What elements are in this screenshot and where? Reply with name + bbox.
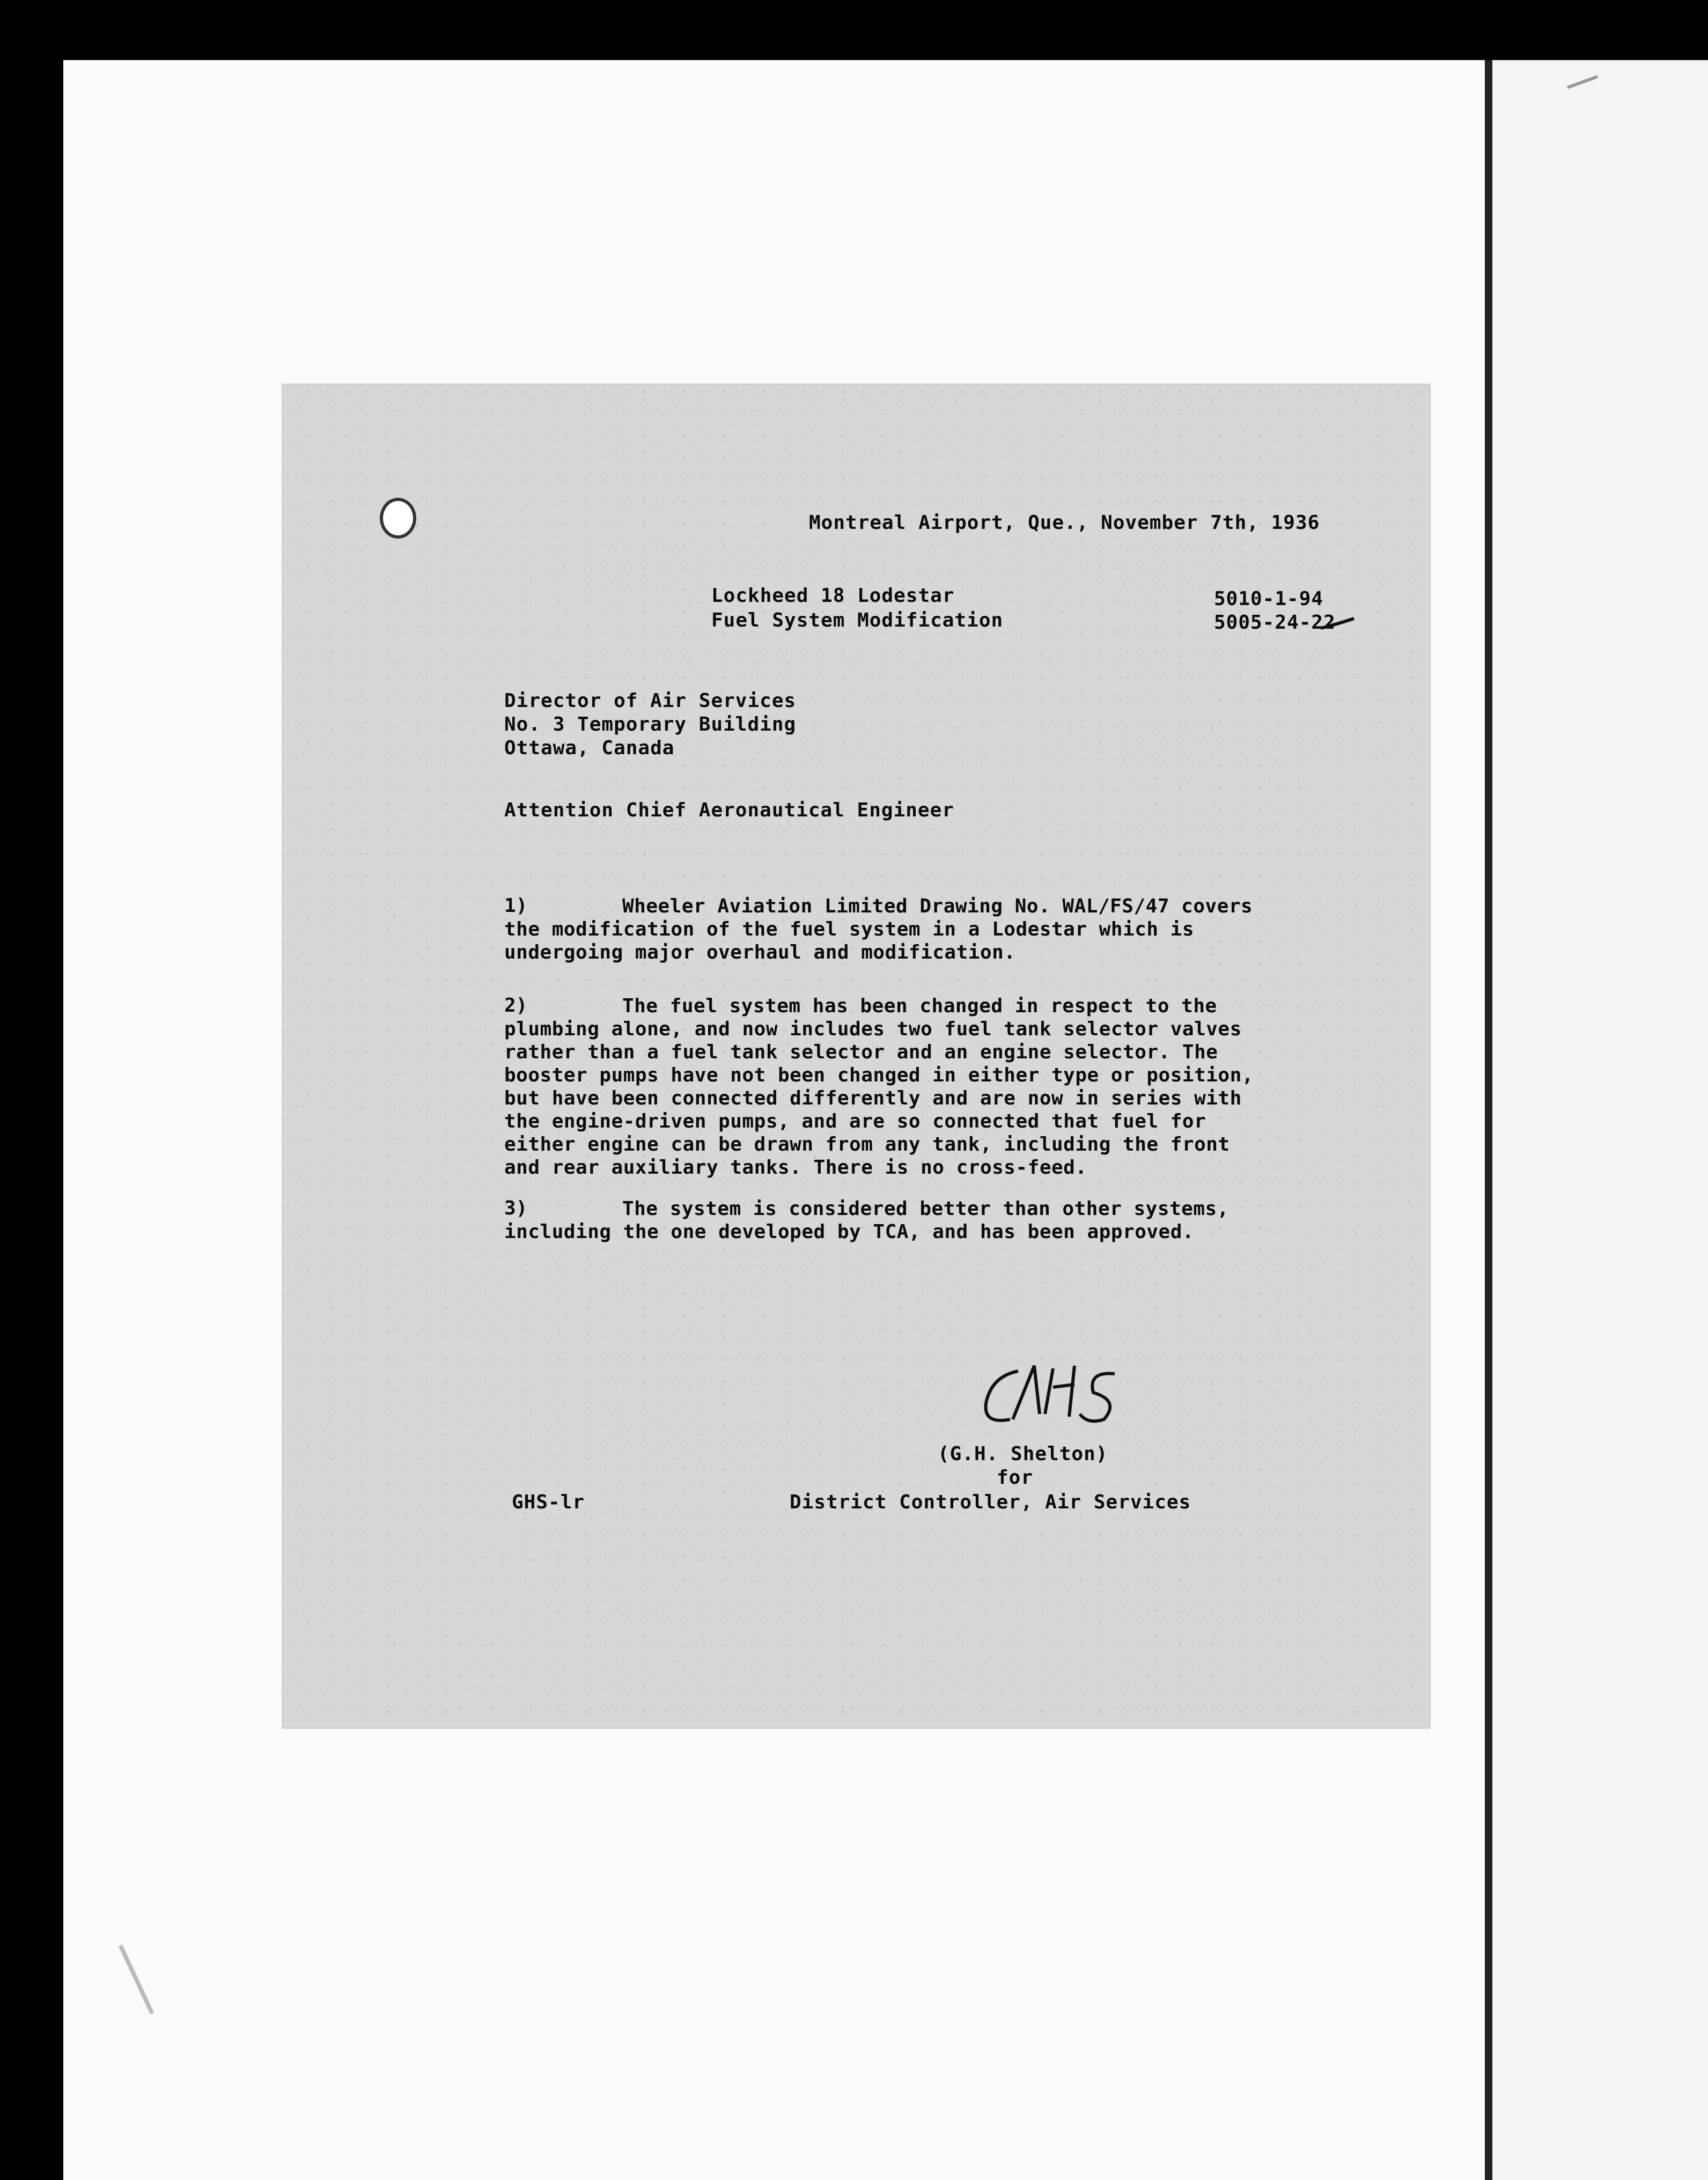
check-mark-icon	[1319, 613, 1356, 635]
subject-line-1: Lockheed 18 Lodestar	[711, 585, 955, 607]
paragraph-number: 3)	[504, 1197, 528, 1219]
paragraph-text: The system is considered better than other systems, including the one developed by TCA, and has been approved.	[504, 1198, 1229, 1243]
recipient-line-1: Director of Air Services	[504, 690, 797, 712]
punch-hole	[380, 498, 416, 539]
dateline: Montreal Airport, Que., November 7th, 1936	[809, 512, 1320, 534]
attention-line: Attention Chief Aeronautical Engineer	[504, 799, 954, 821]
subject-line-2: Fuel System Modification	[711, 609, 1004, 631]
mount-fold-line	[1485, 60, 1492, 2180]
paragraph-number: 1)	[504, 895, 528, 917]
file-reference-2: 5005-24-22	[1214, 612, 1336, 634]
mount-edge	[1492, 60, 1708, 2180]
signature-initials	[959, 1355, 1131, 1441]
signatory-name: (G.H. Shelton)	[938, 1443, 1108, 1465]
paragraph-text: The fuel system has been changed in respect to the plumbing alone, and now includes two fuel tank selector valves rather than a fuel tank selector and an engine selector. The booster pumps have not been changed in either type or position, but have been connected differently and are now in series with the engine-driven pumps, and are so connected that fuel for either engine can be drawn from any tank, including the front and rear auxiliary tanks. There is no cross-feed.	[504, 995, 1254, 1179]
paragraph-number: 2)	[504, 995, 528, 1017]
signatory-title: District Controller, Air Services	[790, 1491, 1191, 1513]
recipient-line-3: Ottawa, Canada	[504, 737, 675, 759]
paragraph-text: Wheeler Aviation Limited Drawing No. WAL/FS/47 covers the modification of the fuel system in a Lodestar which is undergoing major overhaul and modification.	[504, 895, 1253, 963]
typist-reference: GHS-lr	[512, 1491, 585, 1513]
file-reference-1: 5010-1-94	[1214, 588, 1324, 610]
recipient-line-2: No. 3 Temporary Building	[504, 713, 797, 735]
letter-page	[283, 385, 1429, 1727]
signatory-for: for	[997, 1467, 1034, 1489]
